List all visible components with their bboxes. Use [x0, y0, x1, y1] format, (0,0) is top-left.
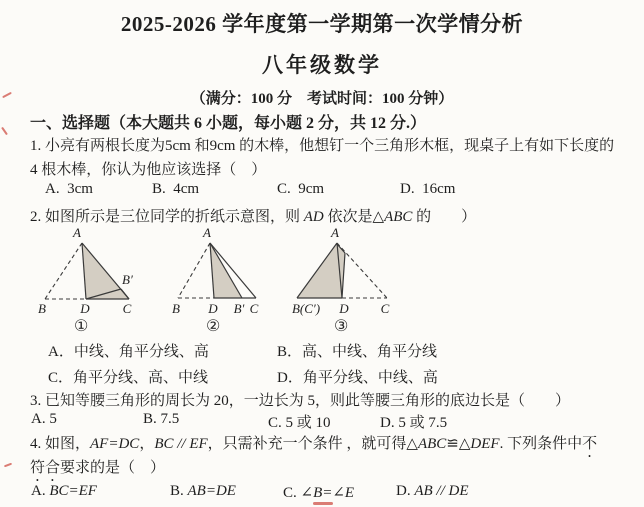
q3-options [0, 411, 644, 433]
q4-option-b [170, 483, 236, 500]
q2-option-b: B．高、中线、角平分线 [277, 344, 438, 360]
q4-option-a-math: BC=EF [49, 483, 97, 499]
fold-figure-1 [25, 225, 145, 321]
q4-option-d-prefix: D. [396, 483, 411, 499]
q1-stem-line1: 1. 小亮有两根长度为5cm 和9cm 的木棒，他想钉一个三角形木框，现桌子上有如下长度的 [30, 138, 615, 154]
q4-stem-text-1: 4. 如图， [30, 436, 91, 452]
q2-options-row2 [0, 366, 644, 388]
q2-stem-text-2: 依次是△ [323, 209, 385, 225]
q4-option-a [31, 483, 97, 500]
fig3-caption: ③ [334, 318, 349, 335]
q1-option-a: A. 3cm [45, 181, 93, 197]
fig2-vertex-label-a: A [203, 225, 211, 240]
q4-stem-math-abc: ABC [417, 436, 447, 452]
fig1-edge-ab-dashed [45, 243, 82, 299]
fold-figure-2 [164, 225, 284, 321]
q4-option-c [283, 483, 354, 502]
q4-stem-sep: ， [139, 436, 155, 452]
fig3-vertex-label-a: A [331, 225, 339, 240]
fig1-vertex-label-d: D [80, 301, 90, 316]
fig3-edge-ac-dashed [337, 243, 387, 298]
q1-options [0, 181, 644, 203]
q4-stem-text-4: 要求的是（ ） [60, 460, 166, 476]
paper-title: 2025-2026 学年度第一学期第一次学情分析 [120, 12, 524, 36]
q2-stem-text-3: 的 ） [412, 209, 477, 225]
fig1-vertex-label-bprime: B′ [122, 272, 133, 287]
q2-stem-text-1: 2. 如图所示是三位同学的折纸示意图，则 [30, 209, 304, 225]
q4-option-a-prefix: A. [31, 483, 46, 499]
q4-stem-line2 [30, 456, 165, 485]
q4-stem-math-bcef: BC // EF [154, 436, 208, 452]
q4-option-c-prefix: C. [283, 485, 297, 501]
q2-stem-math-abc: ABC [384, 209, 413, 225]
q4-option-b-math: AB=DE [187, 483, 236, 499]
q1-option-c: C. 9cm [277, 181, 325, 197]
q1-stem-line2: 4 根木棒，你认为他应该选择（ ） [30, 162, 267, 178]
q2-option-a: A．中线、角平分线、高 [48, 344, 209, 360]
q4-option-d-math: AB // DE [414, 483, 469, 499]
fig2-vertex-label-bprime: B′ [233, 301, 245, 316]
q3-option-d: D. 5 或 7.5 [380, 415, 448, 431]
score-time-info: （满分：100 分 考试时间：100 分钟） [190, 91, 454, 107]
fig1-vertex-label-a: A [73, 225, 81, 240]
q2-stem-math-ad: AD [303, 209, 324, 225]
q2-option-d: D．角平分线、中线、高 [277, 370, 438, 386]
q2-stem [30, 205, 476, 226]
paper-subject-title: 八年级数学 [262, 53, 382, 77]
q3-option-a: A. 5 [31, 411, 57, 427]
fold-figure-3 [286, 225, 411, 321]
q4-stem-text-3: . 下列条件中 [499, 436, 583, 452]
q4-stem-math-def: DEF [470, 436, 500, 452]
section-heading: 一、选择题（本大题共 6 小题，每小题 2 分，共 12 分.） [30, 115, 427, 132]
q4-stem-congruent: ≌△ [446, 436, 471, 452]
fig1-vertex-label-c: C [122, 301, 132, 316]
q4-stem-emphasis-bu: 不 [582, 436, 598, 452]
q4-option-b-prefix: B. [170, 483, 184, 499]
q1-option-b: B. 4cm [152, 181, 200, 197]
red-grader-mark [313, 502, 333, 505]
fig2-vertex-label-d: D [208, 301, 218, 316]
fig3-vertex-label-d: D [339, 301, 349, 316]
fig2-vertex-label-b: B [172, 301, 180, 316]
fig2-caption: ② [206, 318, 221, 335]
fig1-caption: ① [74, 318, 89, 335]
fig3-vertex-label-c: C [380, 301, 390, 316]
fig1-vertex-label-b: B [38, 301, 46, 316]
q3-stem: 3. 已知等腰三角形的周长为 20，一边长为 5，则此等腰三角形的底边长是（ ） [30, 393, 571, 409]
q4-option-c-math: ∠B=∠E [300, 485, 355, 501]
q2-options-row1 [0, 340, 644, 362]
fig2-vertex-label-c: C [249, 301, 259, 316]
fig3-vertex-label-bcprime: B(C′) [291, 301, 321, 316]
fig2-edge-ab-dashed [178, 243, 210, 298]
q1-option-d: D. 16cm [400, 181, 456, 197]
q4-option-d [396, 483, 469, 500]
q2-option-c: C．角平分线、高、中线 [48, 370, 209, 386]
red-grader-mark [1, 127, 8, 136]
q3-option-b: B. 7.5 [143, 411, 180, 427]
q4-stem-text-2: ，只需补充一个条件 ，就可得△ [207, 436, 418, 452]
q3-option-c: C. 5 或 10 [268, 415, 331, 431]
red-grader-mark [4, 463, 12, 468]
q4-stem-emphasis-fuhe: 符合 [30, 460, 61, 476]
q4-stem-math-afdc: AF=DC [90, 436, 140, 452]
